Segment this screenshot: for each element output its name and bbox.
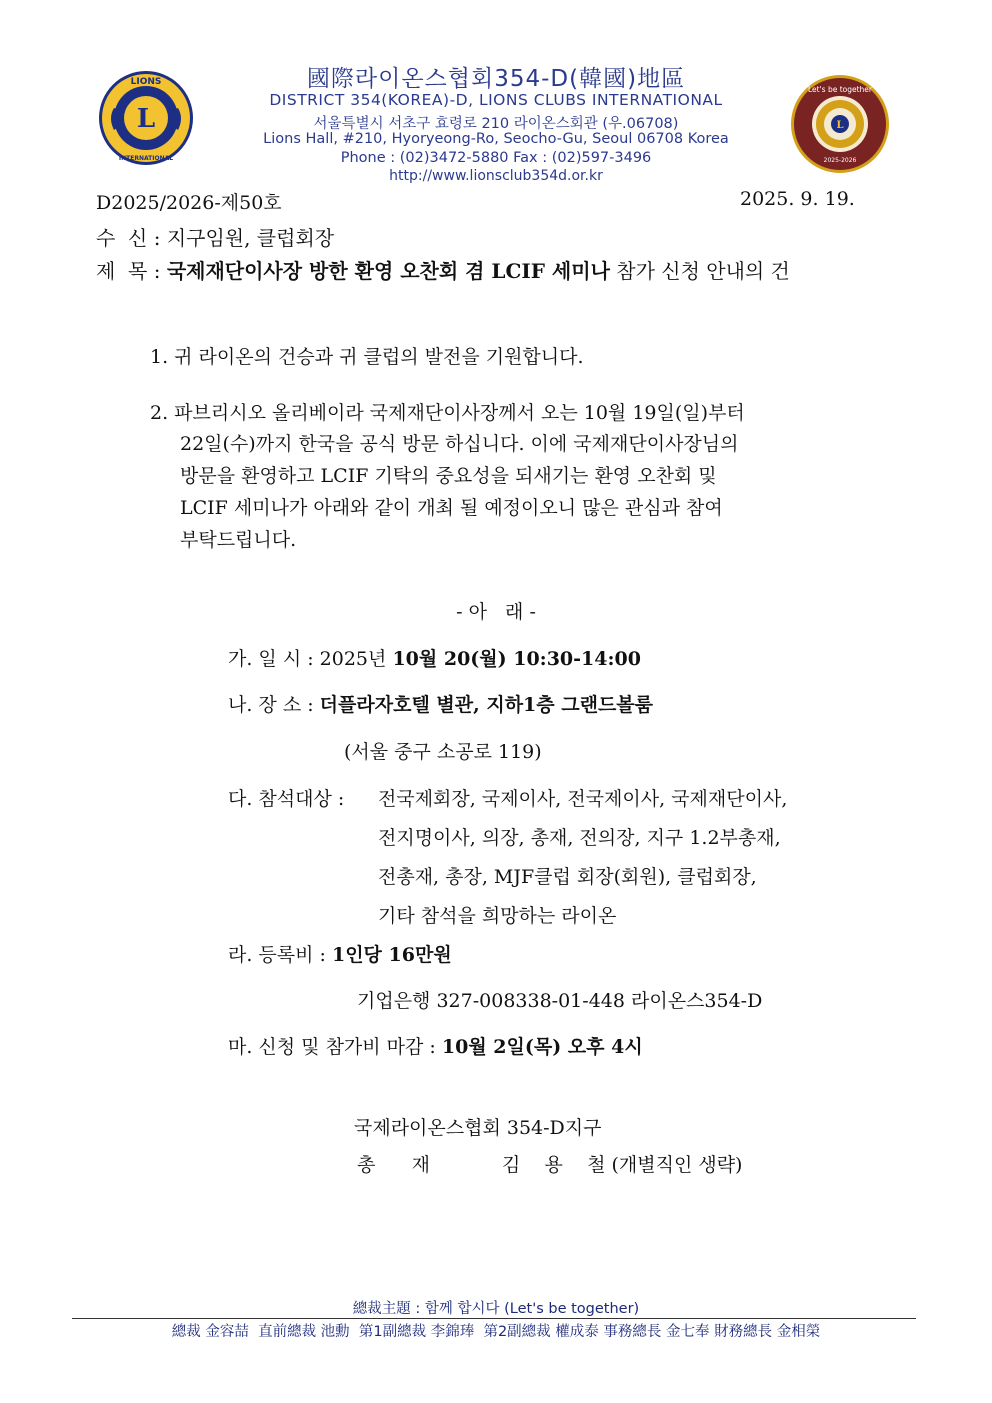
district-seal bbox=[790, 74, 890, 174]
footer-officers: 總裁 金容喆 直前總裁 池勳 第1副總裁 李錦琫 第2副總裁 權成泰 事務總長 金七奉 財務總長 金相榮 bbox=[171, 1324, 821, 1340]
paragraph-2-line-1: 2. 파브리시오 올리베이라 국제재단이사장께서 오는 10월 19일(일)부터 bbox=[150, 402, 745, 424]
phone-fax: Phone : (02)3472-5880 Fax : (02)597-3496 bbox=[340, 150, 652, 166]
signature-org: 국제라이온스협회 354-D지구 bbox=[354, 1117, 602, 1139]
fee-value: 1인당 16만원 bbox=[331, 944, 452, 966]
recipient-label: 수 신 : bbox=[96, 226, 161, 250]
bank-account: 기업은행 327-008338-01-448 라이온스354-D bbox=[357, 990, 763, 1012]
paragraph-1: 1. 귀 라이온의 건승과 귀 클럽의 발전을 기원합니다. bbox=[150, 346, 584, 368]
attendees-line-2: 전지명이사, 의장, 총재, 전의장, 지구 1.2부총재, bbox=[378, 827, 781, 849]
address-english: Lions Hall, #210, Hyoryeong-Ro, Seocho-Gu, Seoul 06708 Korea bbox=[263, 131, 729, 147]
document-number: D2025/2026-제50호 bbox=[96, 192, 282, 214]
recipient-line bbox=[96, 222, 334, 251]
deadline-value: 10월 2일(목) 오후 4시 bbox=[441, 1036, 643, 1058]
deadline-line bbox=[228, 1032, 643, 1059]
subject-line bbox=[96, 255, 790, 284]
attendees-line-1: 전국제회장, 국제이사, 전국제이사, 국제재단이사, bbox=[378, 788, 788, 810]
signature-line bbox=[357, 1150, 742, 1177]
fee-label: 라. 등록비 : bbox=[228, 944, 326, 966]
event-date-line bbox=[228, 644, 641, 671]
org-english-name: DISTRICT 354(KOREA)-D, LIONS CLUBS INTERNATIONAL bbox=[269, 91, 723, 109]
deadline-label: 마. 신청 및 참가비 마감 : bbox=[228, 1036, 436, 1058]
svg-text:2025-2026: 2025-2026 bbox=[823, 157, 857, 164]
event-date-value: 10월 20(월) 10:30-14:00 bbox=[392, 648, 641, 670]
address-korean: 서울특별시 서초구 효령로 210 라이온스회관 (우.06708) bbox=[313, 116, 679, 132]
paragraph-2-line-2: 22일(수)까지 한국을 공식 방문 하십니다. 이에 국제재단이사장님의 bbox=[180, 433, 739, 455]
recipient-value: 지구임원, 클럽회장 bbox=[166, 226, 335, 250]
event-date-label: 가. 일 시 : bbox=[228, 648, 314, 670]
subject-rest: 참가 신청 안내의 건 bbox=[609, 259, 790, 283]
footer-divider bbox=[72, 1318, 916, 1319]
venue-line bbox=[228, 690, 653, 717]
signature-note: (개별직인 생략) bbox=[611, 1154, 743, 1176]
paragraph-2-line-5: 부탁드립니다. bbox=[180, 529, 297, 551]
svg-text:Let's be together: Let's be together bbox=[807, 85, 873, 94]
lions-logo bbox=[98, 70, 194, 166]
venue-address: (서울 중구 소공로 119) bbox=[344, 741, 542, 763]
svg-text:LIONS: LIONS bbox=[130, 77, 162, 87]
svg-text:L: L bbox=[136, 104, 156, 134]
signature-title: 총 재 bbox=[357, 1154, 430, 1176]
paragraph-2-line-3: 방문을 환영하고 LCIF 기탁의 중요성을 되새기는 환영 오찬회 및 bbox=[180, 465, 717, 487]
notice-heading: - 아 래 - bbox=[456, 601, 536, 623]
attendees-line-3: 전총재, 총장, MJF클럽 회장(회원), 클럽회장, bbox=[378, 866, 757, 888]
subject-bold: 국제재단이사장 방한 환영 오찬회 겸 LCIF 세미나 bbox=[166, 259, 610, 283]
paragraph-2-line-4: LCIF 세미나가 아래와 같이 개최 될 예정이오니 많은 관심과 참여 bbox=[180, 497, 723, 519]
fee-line bbox=[228, 940, 452, 967]
attendees-label: 다. 참석대상 : bbox=[228, 788, 345, 810]
website-link[interactable]: http://www.lionsclub354d.or.kr bbox=[389, 168, 603, 184]
signature-name: 김 용 철 bbox=[502, 1154, 606, 1176]
footer-motto: 總裁主題 : 함께 합시다 (Let's be together) bbox=[352, 1301, 640, 1317]
org-name: 國際라이온스협회354-D(韓國)地區 bbox=[306, 66, 686, 92]
subject-label: 제 목 : bbox=[96, 259, 161, 283]
venue-value: 더플라자호텔 별관, 지하1층 그랜드볼룸 bbox=[319, 694, 654, 716]
venue-label: 나. 장 소 : bbox=[228, 694, 314, 716]
svg-text:L: L bbox=[836, 120, 844, 131]
svg-text:INTERNATIONAL: INTERNATIONAL bbox=[118, 155, 174, 162]
event-date-year: 2025년 bbox=[319, 648, 387, 670]
document-date: 2025. 9. 19. bbox=[740, 188, 855, 210]
attendees-line-4: 기타 참석을 희망하는 라이온 bbox=[378, 905, 617, 927]
